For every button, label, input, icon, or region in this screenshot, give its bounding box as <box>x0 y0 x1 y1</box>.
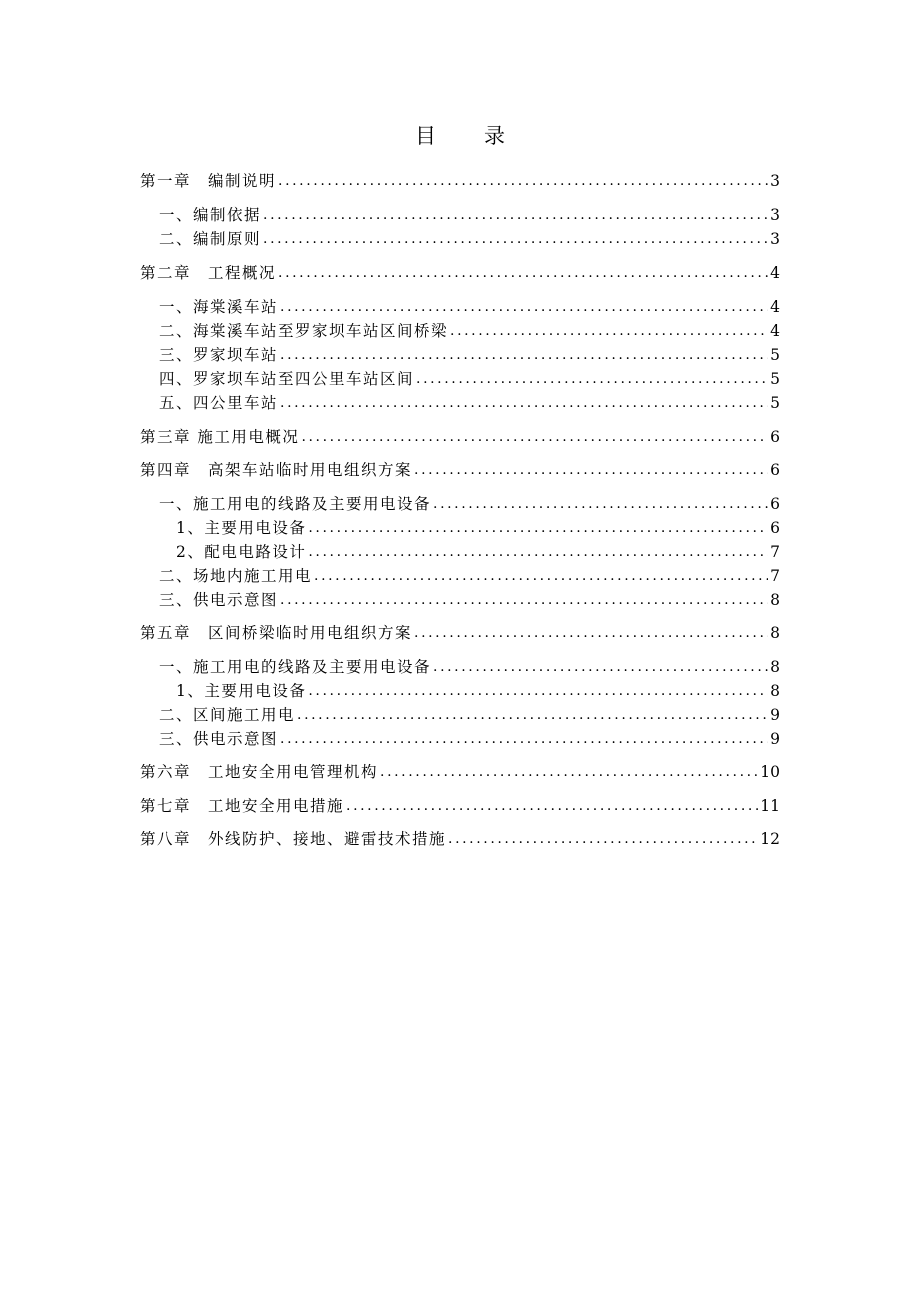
toc-leader-dots <box>308 517 768 539</box>
toc-leader-dots <box>278 262 768 284</box>
toc-leader-dots <box>308 680 768 702</box>
toc-entry[interactable] <box>159 589 780 611</box>
toc-entry-label: 第一章 编制说明 <box>140 172 277 190</box>
toc-entry-label: 二、场地内施工用电 <box>159 567 313 585</box>
toc-entry-page-number: 3 <box>770 172 780 190</box>
toc-entry-page-number: 12 <box>760 830 780 848</box>
toc-entry-page-number: 4 <box>770 264 780 282</box>
toc-entry-label: 一、编制依据 <box>159 206 262 224</box>
toc-entry-label: 第七章 工地安全用电措施 <box>140 797 345 815</box>
toc-leader-dots <box>301 426 768 448</box>
toc-entry-page-number: 6 <box>770 428 780 446</box>
toc-entry-label: 1、主要用电设备 <box>176 682 307 700</box>
toc-entry[interactable] <box>159 320 780 342</box>
toc-entry[interactable] <box>159 565 780 587</box>
toc-entry[interactable] <box>159 368 780 390</box>
toc-entry-label: 四、罗家坝车站至四公里车站区间 <box>159 370 415 388</box>
toc-entry-page-number: 8 <box>770 682 780 700</box>
toc-entry[interactable] <box>140 170 780 192</box>
toc-entry[interactable] <box>140 262 780 284</box>
toc-entry[interactable] <box>159 344 780 366</box>
toc-entry-label: 三、罗家坝车站 <box>159 346 279 364</box>
toc-leader-dots <box>314 565 768 587</box>
toc-leader-dots <box>297 704 768 726</box>
toc-leader-dots <box>380 761 758 783</box>
toc-entry[interactable] <box>140 828 780 850</box>
toc-entry-label: 一、海棠溪车站 <box>159 298 279 316</box>
toc-entry-page-number: 5 <box>770 370 780 388</box>
toc-leader-dots <box>433 656 768 678</box>
toc-entry[interactable] <box>176 680 780 702</box>
toc-entry[interactable] <box>140 795 780 817</box>
toc-entry-page-number: 11 <box>760 797 780 815</box>
toc-entry-page-number: 5 <box>770 394 780 412</box>
toc-entry-page-number: 3 <box>770 206 780 224</box>
toc-leader-dots <box>280 344 768 366</box>
toc-title-right-char: 录 <box>484 124 505 148</box>
toc-entry-page-number: 6 <box>770 461 780 479</box>
toc-leader-dots <box>280 392 768 414</box>
toc-leader-dots <box>346 795 758 817</box>
toc-entry-label: 第四章 高架车站临时用电组织方案 <box>140 461 413 479</box>
toc-title <box>0 121 920 151</box>
toc-entry-label: 五、四公里车站 <box>159 394 279 412</box>
toc-entry-label: 三、供电示意图 <box>159 591 279 609</box>
toc-entry-page-number: 4 <box>770 322 780 340</box>
toc-entry-page-number: 8 <box>770 591 780 609</box>
toc-entry[interactable] <box>159 204 780 226</box>
toc-entry[interactable] <box>159 704 780 726</box>
toc-entry-page-number: 9 <box>770 730 780 748</box>
toc-entry-page-number: 4 <box>770 298 780 316</box>
toc-leader-dots <box>308 541 768 563</box>
toc-entry[interactable] <box>140 426 780 448</box>
toc-leader-dots <box>450 320 768 342</box>
toc-leader-dots <box>414 459 768 481</box>
toc-leader-dots <box>263 204 768 226</box>
toc-entry[interactable] <box>159 493 780 515</box>
toc-entry-label: 第五章 区间桥梁临时用电组织方案 <box>140 624 413 642</box>
toc-leader-dots <box>414 622 768 644</box>
toc-leader-dots <box>280 589 768 611</box>
toc-entry[interactable] <box>140 761 780 783</box>
toc-entry-page-number: 6 <box>770 519 780 537</box>
toc-entry-label: 二、区间施工用电 <box>159 706 296 724</box>
toc-entry[interactable] <box>159 728 780 750</box>
toc-entry-page-number: 7 <box>770 567 780 585</box>
toc-entry-label: 2、配电电路设计 <box>176 543 307 561</box>
toc-entry-label: 二、编制原则 <box>159 230 262 248</box>
toc-entry-label: 第三章 施工用电概况 <box>140 428 300 446</box>
toc-entry-page-number: 6 <box>770 495 780 513</box>
toc-entry-label: 一、施工用电的线路及主要用电设备 <box>159 658 432 676</box>
toc-entry-page-number: 7 <box>770 543 780 561</box>
toc-entry-label: 第二章 工程概况 <box>140 264 277 282</box>
toc-entry[interactable] <box>176 541 780 563</box>
toc-entry-label: 三、供电示意图 <box>159 730 279 748</box>
toc-title-left-char: 目 <box>415 124 436 148</box>
toc-entry-page-number: 3 <box>770 230 780 248</box>
toc-leader-dots <box>280 728 768 750</box>
toc-entry[interactable] <box>159 296 780 318</box>
toc-entry-label: 第六章 工地安全用电管理机构 <box>140 763 379 781</box>
toc-entry-page-number: 8 <box>770 658 780 676</box>
toc-entry[interactable] <box>140 622 780 644</box>
toc-entry[interactable] <box>140 459 780 481</box>
toc-entry[interactable] <box>159 656 780 678</box>
toc-leader-dots <box>278 170 768 192</box>
toc-entry-page-number: 9 <box>770 706 780 724</box>
toc-entry-page-number: 10 <box>760 763 780 781</box>
toc-leader-dots <box>280 296 768 318</box>
toc-leader-dots <box>448 828 758 850</box>
toc-entry-page-number: 8 <box>770 624 780 642</box>
toc-leader-dots <box>263 228 768 250</box>
toc-entry-label: 二、海棠溪车站至罗家坝车站区间桥梁 <box>159 322 449 340</box>
toc-entry-label: 一、施工用电的线路及主要用电设备 <box>159 495 432 513</box>
toc-leader-dots <box>433 493 768 515</box>
toc-entry[interactable] <box>176 517 780 539</box>
toc-entry[interactable] <box>159 228 780 250</box>
toc-entry-page-number: 5 <box>770 346 780 364</box>
toc-entry-label: 第八章 外线防护、接地、避雷技术措施 <box>140 830 447 848</box>
toc-leader-dots <box>416 368 768 390</box>
toc-entry-label: 1、主要用电设备 <box>176 519 307 537</box>
toc-entry[interactable] <box>159 392 780 414</box>
